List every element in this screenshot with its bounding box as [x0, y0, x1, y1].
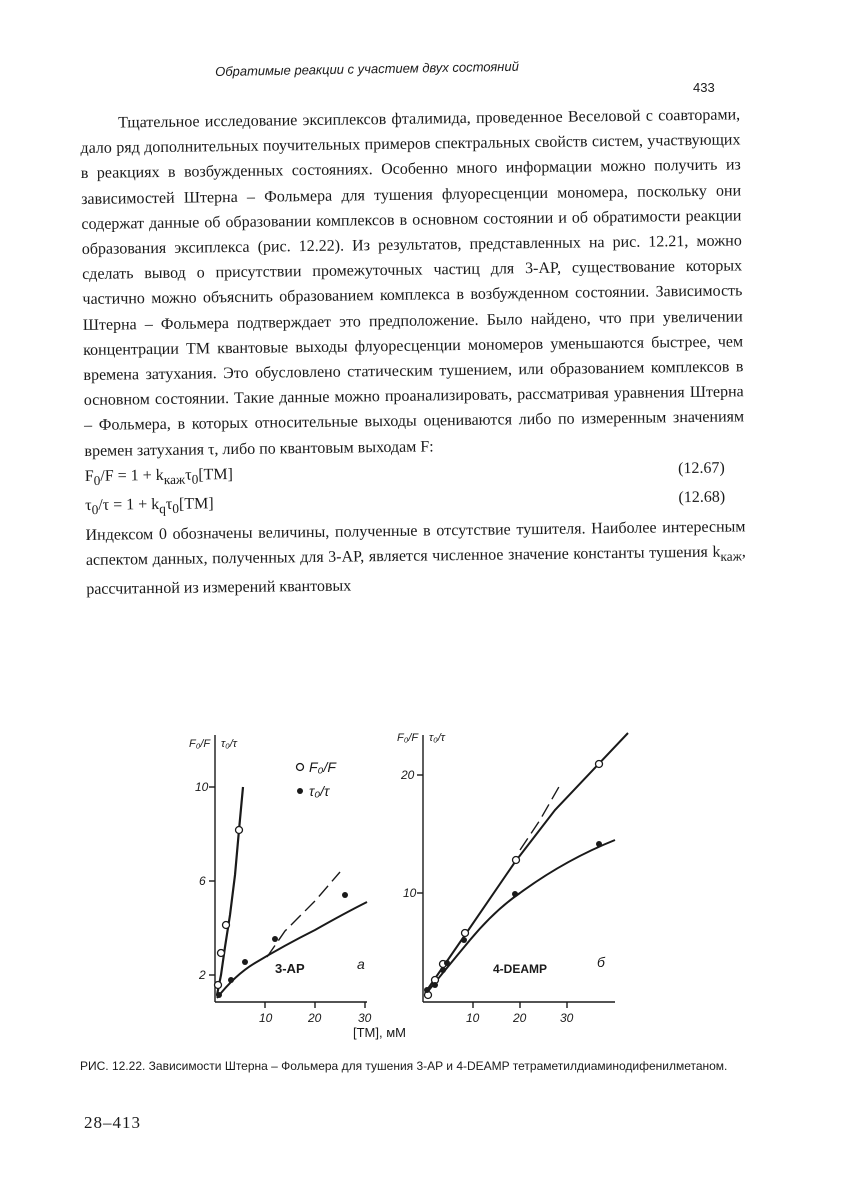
legend-open-circle-icon: [297, 764, 304, 771]
panel-b-ytick: 20: [401, 768, 415, 782]
legend: [297, 759, 338, 799]
panel-b-xtick: 10: [466, 1011, 480, 1025]
figure-12-22: [175, 725, 655, 1045]
panel-a-compound: 3-AP: [275, 961, 305, 976]
legend-filled-circle-icon: [297, 788, 303, 794]
running-title: Обратимые реакции с участием двух состояний: [215, 58, 519, 79]
panel-a-xtick: 10: [259, 1011, 273, 1025]
paragraph-2: Индексом 0 обозначены величины, полученные в отсутствие тушителя. Наиболее интересным аспектом данных, полученных для 3-AP, является численное значение константы тушения $k_{каж}$, рассчитанной из измерений квантовых: [85, 517, 746, 599]
page-number: 433: [693, 80, 715, 95]
panel-b-xtick: 20: [513, 1011, 527, 1025]
panel-b-label: б: [597, 954, 605, 970]
equation-number: (12.68): [678, 488, 726, 507]
legend-label: τ₀/τ: [309, 783, 330, 799]
stern-volmer-plots: [175, 725, 655, 1045]
panel-a-label: а: [357, 956, 365, 972]
panel-a-ylabel-right: τ₀/τ: [221, 738, 237, 750]
panel-a-xtick: 20: [308, 1011, 322, 1025]
legend-label: F₀/F: [309, 759, 336, 775]
panel-a-ytick: 10: [195, 780, 209, 794]
equation-formula: $F_0/F = 1 + k_{каж}\tau_0[TM]$: [84, 465, 234, 488]
equation-formula: $\tau_0/\tau = 1 + k_q\tau_0[TM]$: [85, 495, 214, 518]
panel-b-ylabel-left: F₀/F: [397, 732, 419, 744]
panel-b-ytick: 10: [403, 886, 417, 900]
panel-a-ytick: 6: [199, 874, 206, 888]
body-text: [80, 102, 746, 602]
panel-b-xtick: 30: [560, 1011, 574, 1025]
panel-a-ylabel-left: F₀/F: [189, 738, 211, 750]
panel-b-ylabel-right: τ₀/τ: [429, 732, 445, 744]
panel-a-xtick: 30: [358, 1011, 372, 1025]
figure-caption: РИС. 12.22. Зависимости Штерна – Фольмера для тушения 3-AP и 4-DEAMP тетраметилдиаминодифенилметаном.: [80, 1059, 728, 1073]
x-axis-label: [TM], мМ: [353, 1025, 406, 1040]
paragraph-1: Тщательное исследование эксиплексов фталимида, проведенное Веселовой с соавторами, дало ряд дополнительных поучительных примеров спектральных свойств систем, участвующих в реакциях в возбужденных состояниях. Особенно много информации можно получить из зависимостей Штерна – Фольмера для тушения флуоресценции мономера, поскольку они содержат данные об образовании комплексов в основном состоянии и об обратимости реакции образования эксиплекса (рис. 12.22). Из результатов, представленных на рис. 12.21, можно сделать вывод о присутствии промежуточных частиц для 3-AP, существование которых частично можно объяснить образованием комплекса в возбужденном состоянии. Зависимость Штерна – Фольмера подтверждает это предположение. Было найдено, что при увеличении концентрации TM квантовые выходы флуоресценции мономеров уменьшаются быстрее, чем времена затухания. Это обусловлено статическим тушением, или образованием комплексов в основном состоянии. Такие данные можно проанализировать, рассматривая уравнения Штерна – Фольмера, в которых относительные выходы оцениваются либо по измеренным значениям времен затухания τ, либо по квантовым выходам F:: [80, 106, 745, 460]
equation-number: (12.67): [677, 459, 725, 478]
panel-b-compound: 4-DEAMP: [493, 962, 548, 976]
panel-a-ytick: 2: [199, 968, 206, 982]
printer-signature: 28–413: [84, 1113, 141, 1132]
